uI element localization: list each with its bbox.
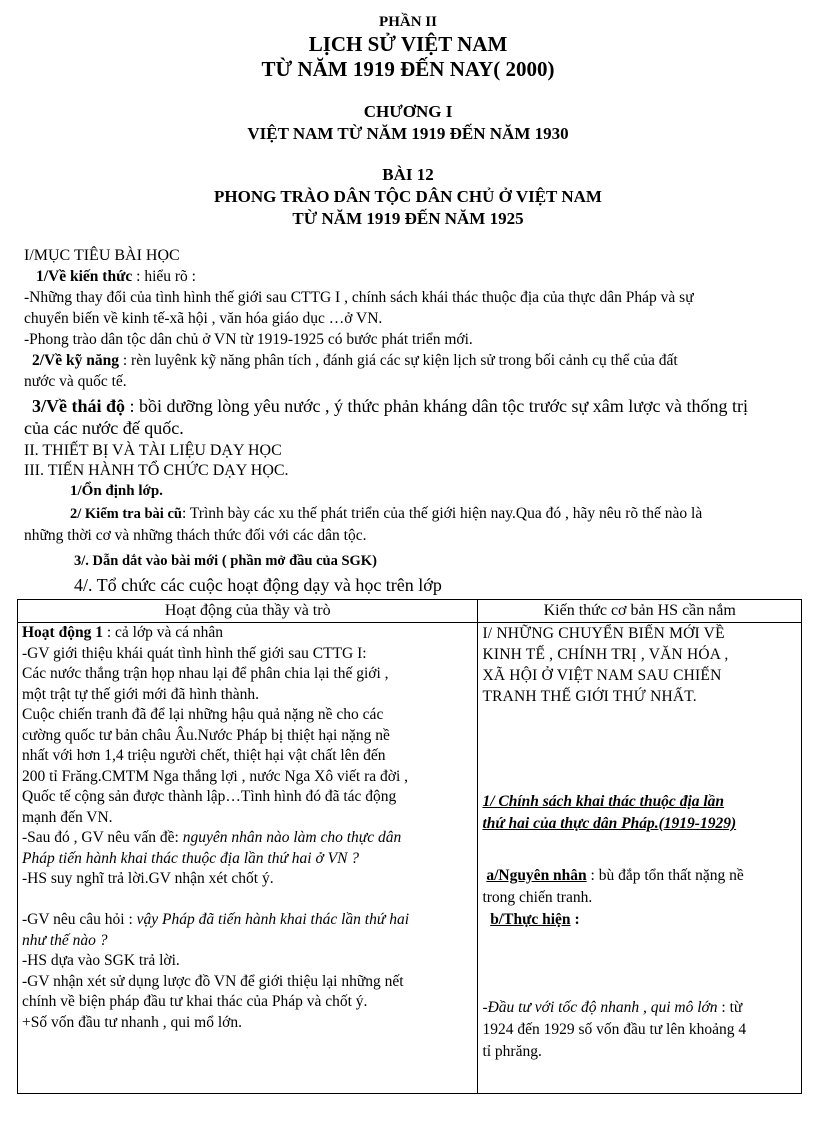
question-2 (22, 910, 473, 931)
implementation-line (482, 909, 797, 931)
question-2-line-2: như thế nào ? (22, 931, 108, 949)
question-1 (22, 828, 473, 849)
chapter-label: CHƯƠNG I (363, 102, 453, 121)
cause-line (482, 865, 797, 887)
knowledge-p1-line1: -Những thay đổi của tình hình thế giới sau CTTG I , chính sách khái thác thuộc địa của thực dân Pháp và sự (24, 289, 694, 306)
question-2-text: vậy Pháp đã tiến hành khai thác lần thứ hai (136, 911, 409, 928)
activity-line: Cuộc chiến tranh đã để lại những hậu quả nặng nề cho các (22, 706, 384, 723)
cause-line-2: trong chiến tranh. (482, 889, 593, 906)
attitude-rest: : bồi dưỡng lòng yêu nước , ý thức phản kháng dân tộc trước sự xâm lược và thống trị (125, 396, 749, 416)
step-3-label: 3/. Dẫn dắt vào bài mới (74, 553, 219, 569)
cause-label: a/Nguyên nhân (486, 867, 587, 884)
activity-line: Các nước thắng trận họp nhau lại để phân chia lại thế giới , (22, 665, 389, 682)
lesson-title-line-1: PHONG TRÀO DÂN TỘC DÂN CHỦ Ở VIỆT NAM (214, 187, 602, 206)
activity-line: chính về biện pháp đầu tư khai thác của Pháp và chốt ý. (22, 993, 368, 1010)
activity-rest: : cả lớp và cá nhân (102, 624, 224, 641)
activity-line: -GV giới thiệu khái quát tình hình thế giới sau CTTG I: (22, 644, 367, 662)
activities-cell (18, 623, 478, 1094)
attitude-line (32, 395, 748, 417)
title-line-2: TỪ NĂM 1919 ĐẾN NAY( 2000) (261, 57, 555, 81)
step-2-rest: : Trình bày các xu thế phát triển của thế giới hiện nay.Qua đó , hãy nêu rõ thế nào là (181, 505, 703, 522)
activity-line: Quốc tế cộng sản được thành lập…Tình hình đó đã tác động (22, 788, 397, 805)
activity-label: Hoạt động 1 (22, 624, 103, 641)
section-heading: I/ NHỮNG CHUYỂN BIẾN MỚI VỀ (482, 625, 725, 642)
question-1-text: nguyên nhân nào làm cho thực dân (182, 829, 402, 846)
activity-line: một trật tự thế giới mới đã hình thành. (22, 685, 260, 703)
section-heading: XÃ HỘI Ở VIỆT NAM SAU CHIẾN (482, 667, 722, 684)
question-1-line-2: Pháp tiến hành khai thác thuộc địa lần thứ hai ở VN ? (22, 849, 360, 867)
chapter-title: VIỆT NAM TỪ NĂM 1919 ĐẾN NĂM 1930 (247, 124, 569, 143)
cause-rest: : bù đắp tổn thất nặng nề (586, 867, 744, 884)
activity-line: +Số vốn đầu tư nhanh , qui mổ lớn. (22, 1013, 242, 1031)
activity-title (22, 623, 473, 644)
step-4: 4/. Tổ chức các cuộc hoạt động dạy và học trên lớp (74, 575, 442, 595)
procedure-heading: III. TIẾN HÀNH TỔ CHỨC DẠY HỌC. (24, 462, 289, 479)
attitude-label: 3/Về thái độ (32, 396, 126, 416)
investment-italic: -Đầu tư với tốc độ nhanh , qui mô lớn (482, 999, 718, 1016)
activity-line: nhất với hơn 1,4 triệu người chết, thiệt hại vật chất lên đến (22, 747, 386, 764)
col-header-knowledge: Kiến thức cơ bản HS cần nắm (478, 600, 802, 623)
investment-line (482, 997, 797, 1019)
lesson-title-line-2: TỪ NĂM 1919 ĐẾN NĂM 1925 (292, 209, 524, 228)
subsection-heading: thứ hai của thực dân Pháp.(1919-1929) (482, 815, 737, 832)
activity-line: -HS dựa vào SGK trả lời. (22, 952, 180, 969)
skill-line (32, 350, 678, 371)
equipment-heading: II. THIẾT BỊ VÀ TÀI LIỆU DẠY HỌC (24, 442, 282, 459)
skill-line-2: nước và quốc tế. (24, 373, 127, 390)
knowledge-rest: : hiểu rõ : (132, 268, 196, 285)
investment-line-2: 1924 đến 1929 số vốn đầu tư lên khoảng 4 (482, 1021, 747, 1038)
attitude-line-2: của các nước đế quốc. (24, 418, 184, 438)
part-label: PHẦN II (379, 14, 437, 30)
knowledge-p1-line2: chuyển biến về kinh tế-xã hội , văn hóa giáo dục …ở VN. (24, 310, 383, 327)
title-line-1: LỊCH SỬ VIỆT NAM (308, 32, 508, 56)
col-header-activities: Hoạt động của thầy và trò (18, 600, 478, 623)
activity-line: 200 tỉ Frăng.CMTM Nga thắng lợi , nước Nga Xô viết ra đời , (22, 767, 408, 785)
investment-rest: : từ (717, 999, 743, 1016)
lesson-label: BÀI 12 (382, 165, 434, 184)
step-3-line (74, 550, 377, 572)
knowledge-cell (478, 623, 802, 1094)
knowledge-label: 1/Về kiến thức (36, 268, 133, 285)
step-2-line (70, 503, 702, 525)
skill-rest: : rèn luyênk kỹ năng phân tích , đánh giá các sự kiện lịch sử trong bối cảnh cụ thể của đất (119, 352, 678, 369)
table-header-row (18, 600, 802, 623)
table-row (18, 623, 802, 1094)
title-block (0, 12, 816, 230)
activity-line: -GV nhận xét sử dụng lược đồ VN để giới thiệu lại những nết (22, 972, 404, 990)
step-3-rest: ( phần mở đầu của SGK) (218, 553, 377, 569)
subsection-heading: 1/ Chính sách khai thác thuộc địa lần (482, 793, 725, 810)
lesson-table (17, 599, 802, 1094)
question-1-prefix: -Sau đó , GV nêu vấn đề: (22, 829, 183, 846)
section-heading: TRANH THẾ GIỚI THỨ NHẤT. (482, 688, 697, 705)
objectives-heading: I/MỤC TIÊU BÀI HỌC (24, 247, 180, 264)
step-2-line-2: những thời cơ và những thách thức đối với các dân tộc. (24, 527, 367, 544)
knowledge-line (36, 266, 196, 287)
step-1: 1/Ổn định lớp. (70, 483, 163, 499)
implementation-rest: : (570, 911, 580, 928)
activity-line: mạnh đến VN. (22, 808, 113, 826)
implementation-label: b/Thực hiện (490, 911, 571, 928)
skill-label: 2/Về kỹ năng (32, 352, 119, 369)
question-2-prefix: -GV nêu câu hỏi : (22, 911, 137, 928)
activity-line: cường quốc tư bản châu Âu.Nước Pháp bị thiệt hại nặng nề (22, 726, 390, 744)
step-2-label: 2/ Kiểm tra bài cũ (70, 506, 182, 522)
section-heading: KINH TẾ , CHÍNH TRỊ , VĂN HÓA , (482, 646, 729, 663)
activity-line: -HS suy nghĩ trả lời.GV nhận xét chốt ý. (22, 870, 274, 887)
knowledge-p2: -Phong trào dân tộc dân chủ ở VN từ 1919-1925 có bước phát triển mới. (24, 331, 473, 348)
investment-line-3: tỉ phrăng. (482, 1043, 542, 1060)
